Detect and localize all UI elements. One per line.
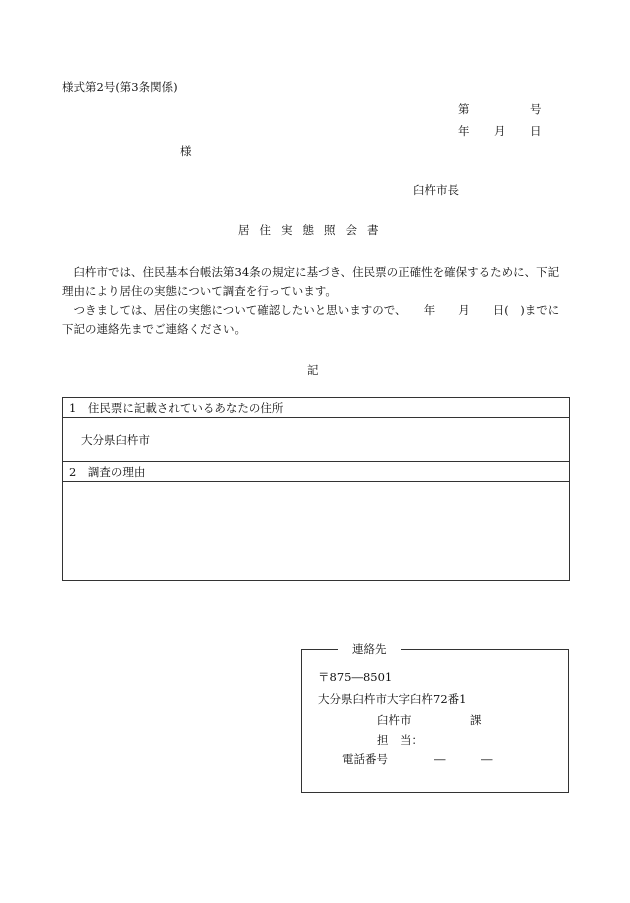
section2-value	[63, 482, 570, 581]
document-title: 居住実態照会書	[238, 223, 389, 237]
record-table	[62, 397, 570, 581]
addressee-suffix: 様	[180, 144, 192, 158]
doc-number-suffix: 号	[530, 102, 542, 116]
contact-legend: 連絡先	[338, 642, 401, 656]
body-paragraph-1: 臼杵市では、住民基本台帳法第34条の規定に基づき、住民票の正確性を確保するために、下記理由により居住の実態について調査を行っています。	[62, 265, 560, 298]
contact-postal: 〒875―8501	[318, 670, 393, 684]
doc-number-prefix: 第	[458, 102, 470, 116]
contact-phone-label: 電話番号	[342, 752, 388, 766]
sender: 臼杵市長	[413, 183, 459, 197]
date-day: 日	[530, 124, 542, 138]
contact-city: 臼杵市	[377, 713, 412, 727]
date-month: 月	[494, 124, 506, 138]
contact-person-label: 担 当：	[377, 733, 423, 747]
body-text	[62, 263, 570, 339]
section1-heading: 1 住民票に記載されているあなたの住所	[63, 398, 570, 418]
ki-heading: 記	[307, 363, 319, 377]
contact-phone-dash-2: ―	[481, 752, 493, 766]
form-number: 様式第2号(第3条関係)	[62, 80, 178, 94]
section2-heading: 2 調査の理由	[63, 462, 570, 482]
contact-dept-suffix: 課	[470, 713, 482, 727]
body-paragraph-2: つきましては、居住の実態について確認したいと思いますので、 年 月 日( )までに下記の連絡先までご連絡ください。	[62, 303, 560, 336]
section1-value: 大分県臼杵市	[63, 418, 570, 462]
date-year: 年	[458, 124, 470, 138]
contact-address: 大分県臼杵市大字臼杵72番1	[318, 692, 467, 706]
contact-phone-dash-1: ―	[434, 752, 446, 766]
